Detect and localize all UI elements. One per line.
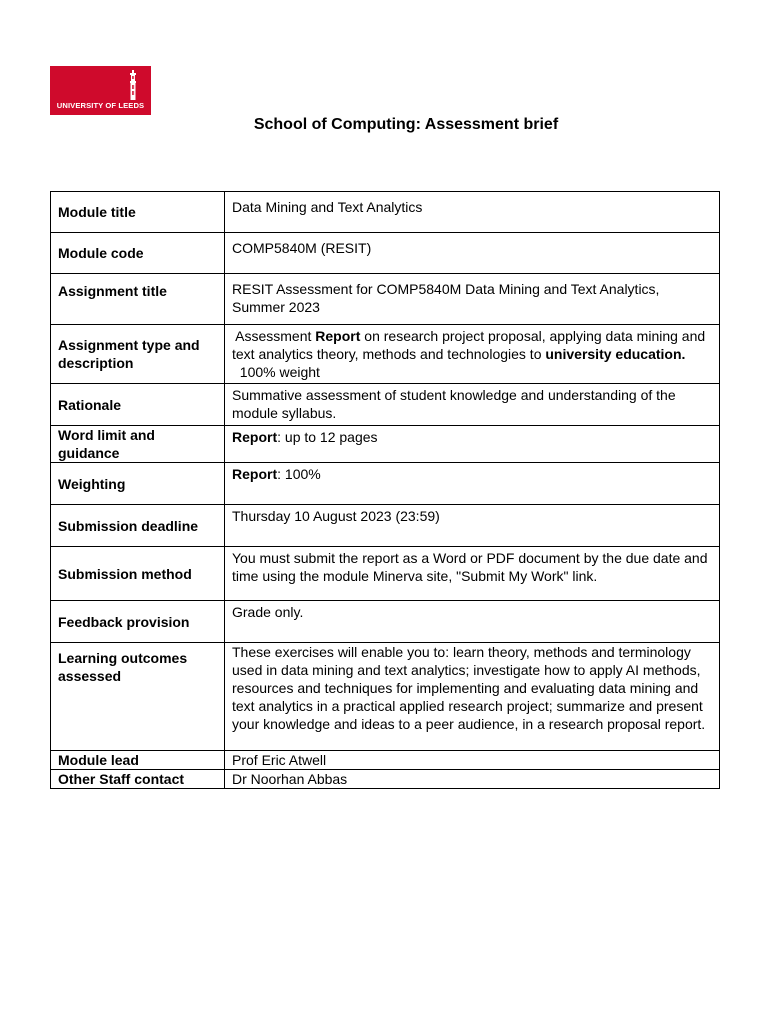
row-label: Submission method — [51, 547, 225, 601]
row-label: Assignment type and description — [51, 325, 225, 384]
university-logo — [50, 66, 151, 115]
row-label: Assignment title — [51, 274, 225, 325]
row-label: Submission deadline — [51, 505, 225, 547]
row-value: Data Mining and Text Analytics — [225, 192, 720, 233]
row-value: Summative assessment of student knowledge and understanding of the module syllabus. — [225, 384, 720, 426]
row-value: RESIT Assessment for COMP5840M Data Mining and Text Analytics, Summer 2023 — [225, 274, 720, 325]
table-row-feedback — [51, 601, 720, 643]
table-row-assignment-title — [51, 274, 720, 325]
row-label: Weighting — [51, 463, 225, 505]
row-value: Assessment Report on research project proposal, applying data mining and text analytics theory, methods and technologies to university education. 100% weight — [225, 325, 720, 384]
page-title: School of Computing: Assessment brief — [253, 116, 559, 133]
table-row-module-code — [51, 233, 720, 274]
table-row-deadline — [51, 505, 720, 547]
row-value: Thursday 10 August 2023 (23:59) — [225, 505, 720, 547]
row-value: Grade only. — [225, 601, 720, 643]
table-row-assignment-type — [51, 325, 720, 384]
row-value: COMP5840M (RESIT) — [225, 233, 720, 274]
row-value: These exercises will enable you to: learn theory, methods and terminology used in data mining and text analytics; investigate how to apply AI methods, resources and techniques for implementing and evaluating data mining and text analytics in a practical applied research project; summarize and present your knowledge and ideas to a peer audience, in a research proposal report. — [225, 643, 720, 751]
row-value: You must submit the report as a Word or PDF document by the due date and time using the module Minerva site, "Submit My Work" link. — [225, 547, 720, 601]
row-value: Prof Eric Atwell — [225, 751, 720, 770]
table-row-method — [51, 547, 720, 601]
row-label: Module lead — [51, 751, 225, 770]
row-label: Feedback provision — [51, 601, 225, 643]
table-row-rationale — [51, 384, 720, 426]
table-row-module-title — [51, 192, 720, 233]
assessment-table — [50, 191, 720, 789]
row-label: Word limit and guidance — [51, 426, 225, 463]
table-row-word-limit — [51, 426, 720, 463]
table-row-weighting — [51, 463, 720, 505]
table-row-outcomes — [51, 643, 720, 751]
logo-wordmark: UNIVERSITY OF LEEDS — [56, 101, 145, 110]
row-label: Module title — [51, 192, 225, 233]
row-label: Rationale — [51, 384, 225, 426]
parkinson-tower-icon — [50, 66, 151, 104]
row-value: Dr Noorhan Abbas — [225, 770, 720, 789]
row-value: Report: 100% — [225, 463, 720, 505]
row-value: Report: up to 12 pages — [225, 426, 720, 463]
table-row-staff — [51, 770, 720, 789]
row-label: Module code — [51, 233, 225, 274]
table-row-lead — [51, 751, 720, 770]
row-label: Learning outcomes assessed — [51, 643, 225, 751]
row-label: Other Staff contact — [51, 770, 225, 789]
